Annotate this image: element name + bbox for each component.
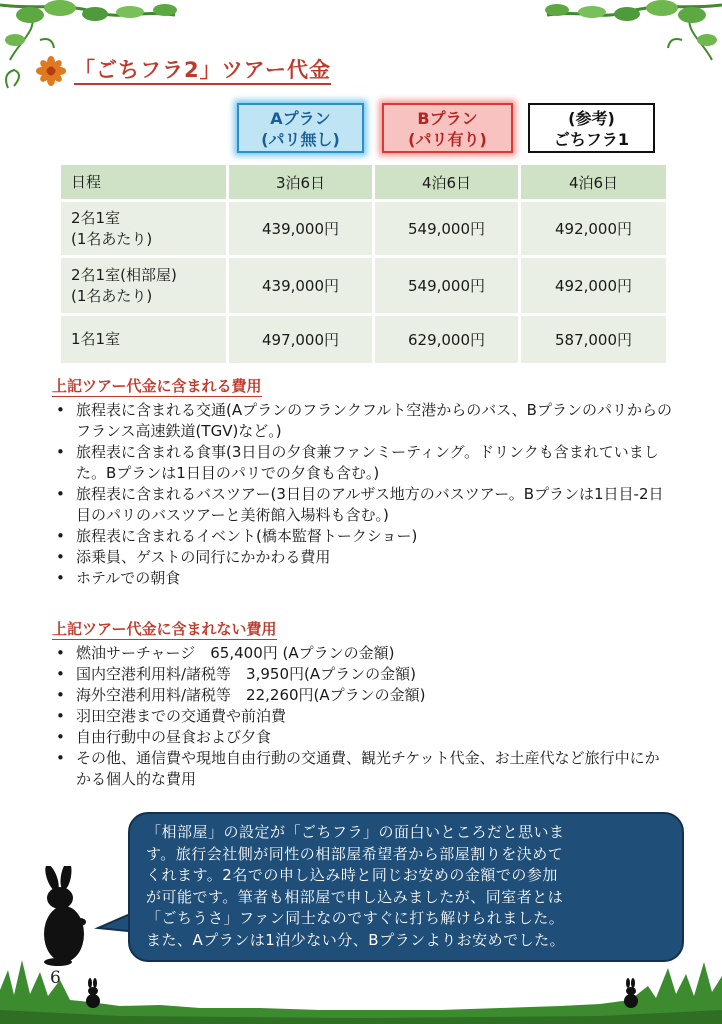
plan-b-header xyxy=(382,103,513,153)
list-item xyxy=(52,526,672,547)
bullet: • xyxy=(56,527,65,545)
room-type-note: (1名あたり) xyxy=(71,286,153,305)
list-item xyxy=(52,568,672,589)
bullet: • xyxy=(56,686,65,704)
room-type: 2名1室 xyxy=(71,208,121,227)
list-item-text: 自由行動中の昼食および夕食 xyxy=(76,728,272,746)
list-item-text: 燃油サーチャージ 65,400円 (Aプランの金額) xyxy=(76,644,395,662)
list-item-text: 海外空港利用料/諸税等 22,260円(Aプランの金額) xyxy=(76,686,426,704)
price-cell: 439,000円 xyxy=(228,201,374,257)
price-cell: 549,000円 xyxy=(374,201,520,257)
excluded-list xyxy=(52,643,672,790)
bullet: • xyxy=(56,644,65,662)
comment-line: また、Aプランは1泊少ない分、Bプランよりお安めでした。 xyxy=(146,930,566,949)
list-item-text: 旅程表に含まれる食事(3日目の夕食兼ファンミーティング。ドリンクも含まれていました。Bプランは1日目のパリでの夕食も含む。) xyxy=(76,443,659,482)
list-item xyxy=(52,706,672,727)
page-title-block xyxy=(36,56,331,86)
plan-b-name: Bプラン xyxy=(417,109,478,128)
page-number: 6 xyxy=(50,968,61,988)
table-header-row xyxy=(60,164,668,201)
list-item xyxy=(52,664,672,685)
table-row xyxy=(60,257,668,315)
price-table xyxy=(58,162,669,366)
list-item xyxy=(52,400,672,442)
price-cell: 492,000円 xyxy=(520,257,668,315)
plan-b-note: (パリ有り) xyxy=(408,130,487,149)
comment-line: が可能です。筆者も相部屋で申し込みましたが、同室者とは xyxy=(146,887,564,906)
price-cell: 439,000円 xyxy=(228,257,374,315)
excluded-heading: 上記ツアー代金に含まれない費用 xyxy=(52,620,277,638)
bullet: • xyxy=(56,569,65,587)
bullet: • xyxy=(56,728,65,746)
flower-icon xyxy=(36,56,66,86)
bullet: • xyxy=(56,707,65,725)
small-rabbit-icon xyxy=(622,978,640,1008)
plan-a-header xyxy=(237,103,364,153)
bullet: • xyxy=(56,485,65,503)
comment-speech-bubble xyxy=(128,812,684,962)
list-item xyxy=(52,442,672,484)
small-rabbit-icon xyxy=(84,978,102,1008)
bullet: • xyxy=(56,548,65,566)
list-item-text: 旅程表に含まれるバスツアー(3日目のアルザス地方のバスツアー。Bプランは1日目-2日目のパリのバスツアーと美術館入場料も含む。) xyxy=(76,485,664,524)
room-type-note: (1名あたり) xyxy=(71,229,153,248)
comment-line: 「ごちうさ」ファン同士なのですぐに打ち解けられました。 xyxy=(146,909,565,927)
room-type: 2名1室(相部屋) xyxy=(71,265,177,284)
grass-decoration xyxy=(0,950,722,1024)
list-item xyxy=(52,484,672,526)
reference-plan-name: ごちフラ1 xyxy=(553,130,630,149)
room-type: 1名1室 xyxy=(71,330,121,348)
room-type-cell xyxy=(60,257,228,315)
included-list xyxy=(52,400,672,589)
room-type-cell xyxy=(60,201,228,257)
table-row xyxy=(60,201,668,257)
list-item-text: 国内空港利用料/諸税等 3,950円(Aプランの金額) xyxy=(76,665,416,683)
table-header-cell: 4泊6日 xyxy=(374,164,520,201)
list-item-text: その他、通信費や現地自由行動の交通費、観光チケット代金、お土産代など旅行中にかかる個人的な費用 xyxy=(76,749,660,788)
list-item xyxy=(52,547,672,568)
reference-plan-note: (参考) xyxy=(568,109,615,128)
price-cell: 629,000円 xyxy=(374,315,520,365)
list-item xyxy=(52,643,672,664)
included-heading: 上記ツアー代金に含まれる費用 xyxy=(52,377,262,395)
list-item-text: 旅程表に含まれる交通(Aプランのフランクフルト空港からのバス、Bプランのパリからのフランス高速鉄道(TGV)など。) xyxy=(76,401,672,440)
price-cell: 549,000円 xyxy=(374,257,520,315)
bullet: • xyxy=(56,749,65,767)
reference-plan-header xyxy=(528,103,655,153)
price-cell: 497,000円 xyxy=(228,315,374,365)
list-item xyxy=(52,748,672,790)
comment-line: す。旅行会社側が同性の相部屋希望者から部屋割りを決めて xyxy=(146,844,564,863)
list-item-text: 旅程表に含まれるイベント(橋本監督トークショー) xyxy=(76,527,418,545)
list-item-text: 羽田空港までの交通費や前泊費 xyxy=(76,707,287,725)
table-row xyxy=(60,315,668,365)
plan-a-name: Aプラン xyxy=(270,109,331,128)
bullet: • xyxy=(56,443,65,461)
room-type-cell xyxy=(60,315,228,365)
list-item-text: 添乗員、ゲストの同行にかかわる費用 xyxy=(76,548,331,566)
list-item xyxy=(52,685,672,706)
bullet: • xyxy=(56,665,65,683)
vine-decoration-right xyxy=(522,0,722,100)
table-header-cell: 3泊6日 xyxy=(228,164,374,201)
table-header-cell: 4泊6日 xyxy=(520,164,668,201)
table-header-cell: 日程 xyxy=(60,164,228,201)
comment-line: 「相部屋」の設定が「ごちフラ」の面白いところだと思いま xyxy=(146,823,565,841)
price-cell: 587,000円 xyxy=(520,315,668,365)
list-item-text: ホテルでの朝食 xyxy=(76,569,181,587)
page-title: 「ごちフラ2」ツアー代金 xyxy=(74,57,331,85)
price-cell: 492,000円 xyxy=(520,201,668,257)
list-item xyxy=(52,727,672,748)
bullet: • xyxy=(56,401,65,419)
plan-a-note: (パリ無し) xyxy=(261,130,340,149)
comment-line: くれます。2名での申し込み時と同じお安めの金額での参加 xyxy=(146,866,558,884)
